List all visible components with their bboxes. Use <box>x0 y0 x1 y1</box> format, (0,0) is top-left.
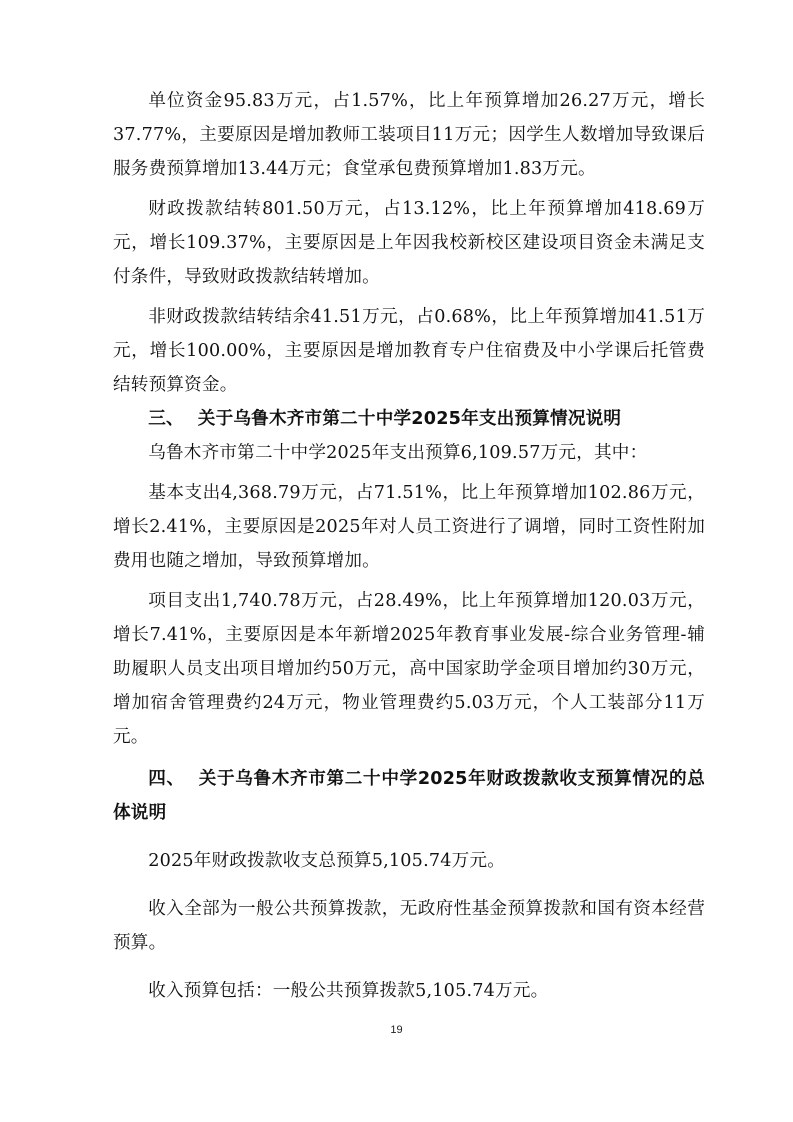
paragraph-income-source: 收入全部为一般公共预算拨款，无政府性基金预算拨款和国有资本经营预算。 <box>113 899 705 953</box>
paragraph-basic-expenditure: 基本支出4,368.79万元，占71.51%，比上年预算增加102.86万元，增长2.41%，主要原因是2025年对人员工资进行了调增，同时工资性附加费用也随之增加，导致预算增加。 <box>113 483 705 571</box>
paragraph-nonfiscal-carryover: 非财政拨款结转结余41.51万元，占0.68%，比上年预算增加41.51万元，增长100.00%，主要原因是增加教育专户住宿费及中小学课后托管费结转预算资金。 <box>113 307 705 395</box>
page-number: 19 <box>390 1024 403 1036</box>
section-number: 三、 <box>148 409 184 429</box>
paragraph-income-budget: 收入预算包括：一般公共预算拨款5,105.74万元。 <box>148 981 549 1001</box>
section-title: 关于乌鲁木齐市第二十中学2025年支出预算情况说明 <box>197 409 622 429</box>
paragraph-unit-funds: 单位资金95.83万元，占1.57%，比上年预算增加26.27万元，增长37.77%，主要原因是增加教师工装项目11万元；因学生人数增加导致课后服务费预算增加13.44万元；食堂承包费预算增加1.83万元。 <box>113 91 705 179</box>
section-title: 关于乌鲁木齐市第二十中学2025年财政拨款收支预算情况的总体说明 <box>113 769 705 823</box>
paragraph-project-expenditure: 项目支出1,740.78万元，占28.49%，比上年预算增加120.03万元，增长7.41%，主要原因是本年新增2025年教育事业发展-综合业务管理-辅助履职人员支出项目增加约50万元，高中国家助学金项目增加约30万元，增加宿舍管理费约24万元，物业管理费约5.03万元，个人工装部分11万元。 <box>113 591 705 747</box>
section-heading-expenditure <box>113 402 705 436</box>
paragraph-expenditure-total: 乌鲁木齐市第二十中学2025年支出预算6,109.57万元，其中： <box>148 443 648 463</box>
section-number: 四、 <box>148 769 185 789</box>
section-heading-fiscal <box>113 762 705 830</box>
page-body <box>113 84 705 1008</box>
paragraph-fiscal-carryover: 财政拨款结转801.50万元，占13.12%，比上年预算增加418.69万元，增长109.37%，主要原因是上年因我校新校区建设项目资金未满足支付条件，导致财政拨款结转增加。 <box>113 199 705 287</box>
paragraph-fiscal-total: 2025年财政拨款收支总预算5,105.74万元。 <box>148 851 506 871</box>
